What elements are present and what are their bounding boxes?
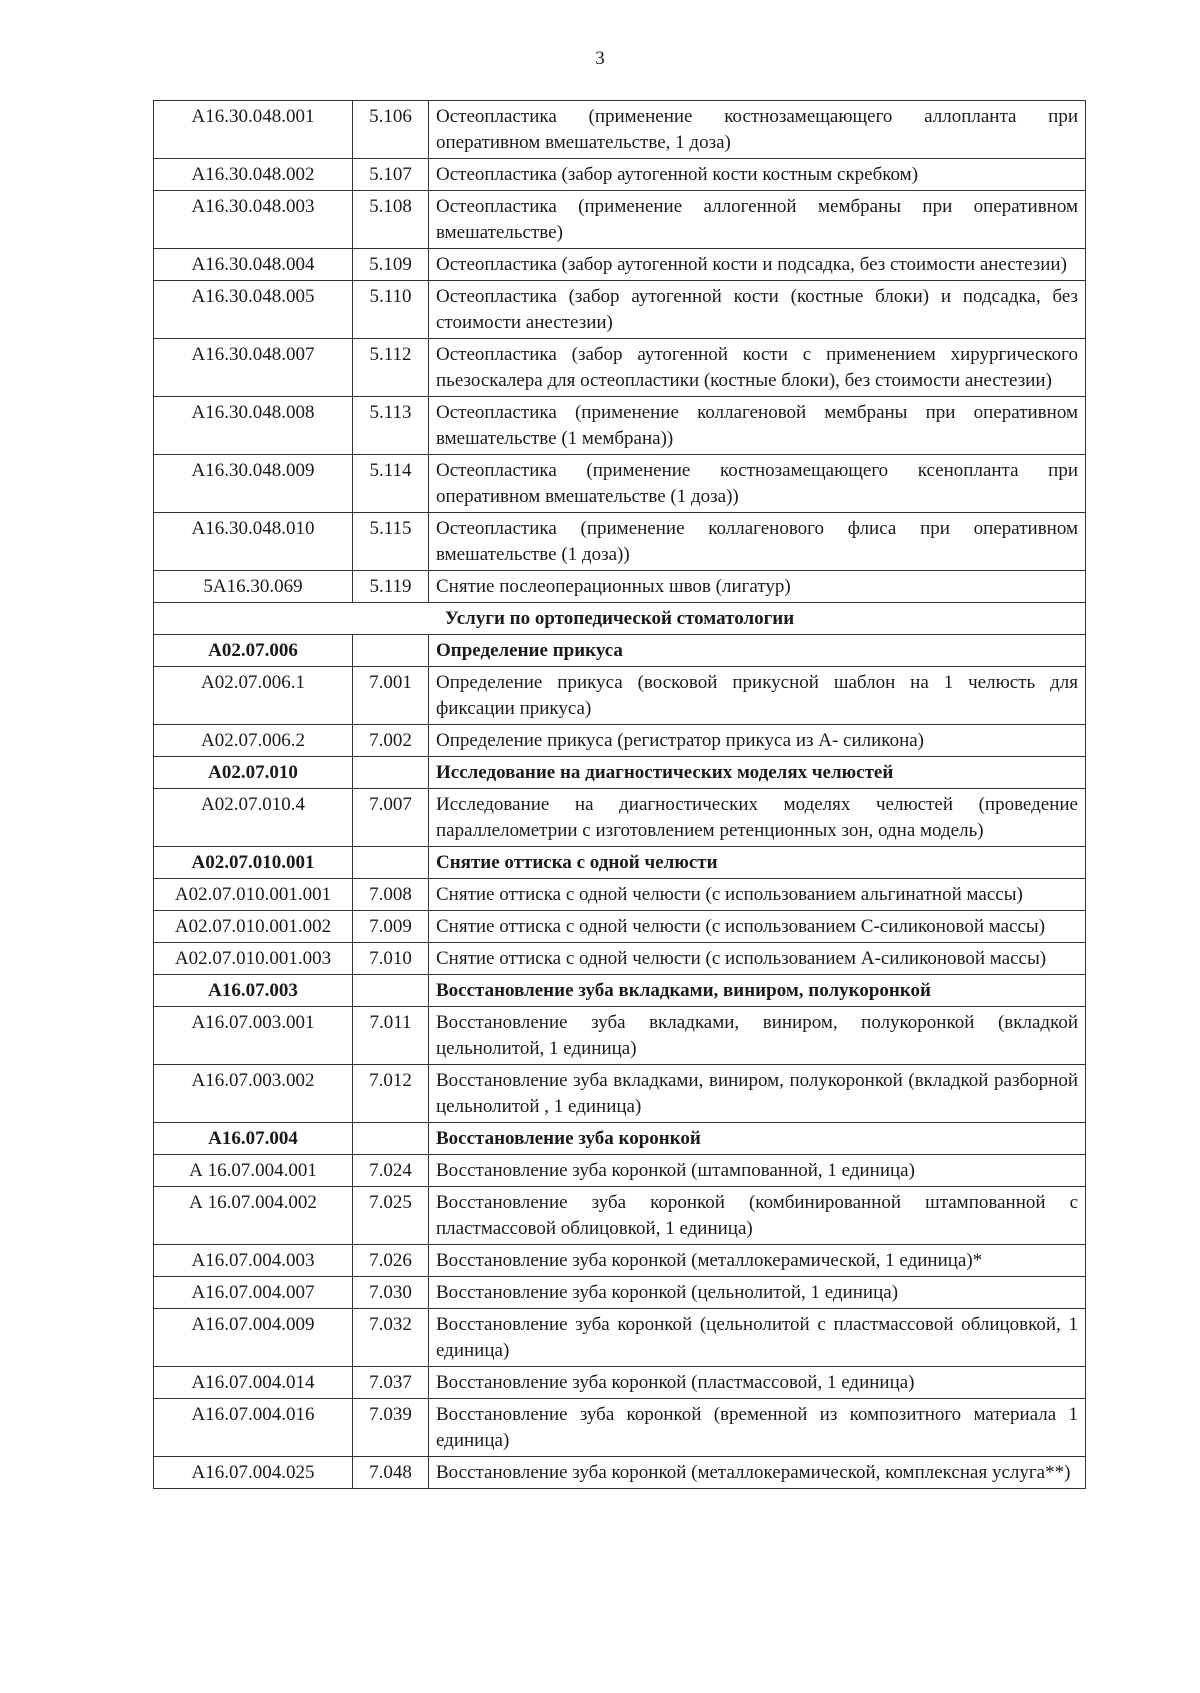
price-number-cell: 5.108	[353, 191, 429, 249]
service-description-cell: Снятие оттиска с одной челюсти (с использованием альгинатной массы)	[429, 879, 1086, 911]
table-row	[154, 101, 1086, 159]
service-code-cell: A16.30.048.007	[154, 339, 353, 397]
table-row	[154, 339, 1086, 397]
table-row	[154, 789, 1086, 847]
table-row	[154, 397, 1086, 455]
group-row	[154, 757, 1086, 789]
table-row	[154, 281, 1086, 339]
price-number-cell: 7.008	[353, 879, 429, 911]
price-number-cell	[353, 757, 429, 789]
service-code-cell: A16.07.004.016	[154, 1399, 353, 1457]
price-number-cell: 5.115	[353, 513, 429, 571]
price-number-cell: 7.037	[353, 1367, 429, 1399]
service-description-cell: Исследование на диагностических моделях челюстей (проведение параллелометрии с изготовлением ретенционных зон, одна модель)	[429, 789, 1086, 847]
price-number-cell: 5.113	[353, 397, 429, 455]
group-row	[154, 975, 1086, 1007]
service-code-cell: A16.07.003	[154, 975, 353, 1007]
service-code-cell: A16.30.048.003	[154, 191, 353, 249]
service-description-cell: Восстановление зуба коронкой (штампованной, 1 единица)	[429, 1155, 1086, 1187]
service-code-cell: A16.30.048.008	[154, 397, 353, 455]
service-code-cell: A16.30.048.004	[154, 249, 353, 281]
service-description-cell: Остеопластика (применение коллагеновой мембраны при оперативном вмешательстве (1 мембрана))	[429, 397, 1086, 455]
service-code-cell: A16.30.048.001	[154, 101, 353, 159]
table-row	[154, 1155, 1086, 1187]
service-code-cell: A16.07.003.001	[154, 1007, 353, 1065]
service-description-cell: Определение прикуса (регистратор прикуса из А- силикона)	[429, 725, 1086, 757]
service-description-cell: Остеопластика (применение аллогенной мембраны при оперативном вмешательстве)	[429, 191, 1086, 249]
service-description-cell: Восстановление зуба коронкой (цельнолитой с пластмассовой облицовкой, 1 единица)	[429, 1309, 1086, 1367]
service-description-cell: Снятие оттиска с одной челюсти	[429, 847, 1086, 879]
service-description-cell: Восстановление зуба вкладками, виниром, полукоронкой (вкладкой разборной цельнолитой , 1 единица)	[429, 1065, 1086, 1123]
service-description-cell: Остеопластика (забор аутогенной кости с применением хирургического пьезоскалера для остеопластики (костные блоки), без стоимости анестезии)	[429, 339, 1086, 397]
price-number-cell: 5.109	[353, 249, 429, 281]
service-code-cell: A02.07.006.1	[154, 667, 353, 725]
price-number-cell: 7.001	[353, 667, 429, 725]
page-number: 3	[595, 48, 605, 69]
price-table	[153, 100, 1086, 1489]
table-row	[154, 911, 1086, 943]
section-title: Услуги по ортопедической стоматологии	[154, 603, 1086, 635]
service-description-cell: Восстановление зуба коронкой (металлокерамической, 1 единица)*	[429, 1245, 1086, 1277]
price-number-cell: 5.110	[353, 281, 429, 339]
price-number-cell	[353, 635, 429, 667]
service-code-cell: A16.07.004.007	[154, 1277, 353, 1309]
service-code-cell: A02.07.010.4	[154, 789, 353, 847]
table-row	[154, 725, 1086, 757]
service-description-cell: Восстановление зуба коронкой	[429, 1123, 1086, 1155]
service-description-cell: Остеопластика (забор аутогенной кости (костные блоки) и подсадка, без стоимости анестезии)	[429, 281, 1086, 339]
price-number-cell: 7.010	[353, 943, 429, 975]
service-code-cell: A02.07.010.001.001	[154, 879, 353, 911]
price-number-cell: 7.007	[353, 789, 429, 847]
table-row	[154, 159, 1086, 191]
service-code-cell: A02.07.010.001.002	[154, 911, 353, 943]
service-code-cell: A02.07.006.2	[154, 725, 353, 757]
service-description-cell: Снятие оттиска с одной челюсти (с использованием А-силиконовой массы)	[429, 943, 1086, 975]
service-description-cell: Определение прикуса	[429, 635, 1086, 667]
service-code-cell: А 16.07.004.001	[154, 1155, 353, 1187]
table-row	[154, 191, 1086, 249]
table-row	[154, 1457, 1086, 1489]
table-row	[154, 1065, 1086, 1123]
service-code-cell: 5A16.30.069	[154, 571, 353, 603]
price-number-cell: 7.024	[353, 1155, 429, 1187]
service-description-cell: Восстановление зуба коронкой (цельнолитой, 1 единица)	[429, 1277, 1086, 1309]
price-number-cell: 7.025	[353, 1187, 429, 1245]
service-description-cell: Снятие послеоперационных швов (лигатур)	[429, 571, 1086, 603]
price-number-cell: 7.030	[353, 1277, 429, 1309]
table-row	[154, 1309, 1086, 1367]
service-code-cell: A16.07.004.025	[154, 1457, 353, 1489]
service-description-cell: Восстановление зуба вкладками, виниром, полукоронкой	[429, 975, 1086, 1007]
table-row	[154, 879, 1086, 911]
price-number-cell: 7.032	[353, 1309, 429, 1367]
service-description-cell: Остеопластика (забор аутогенной кости и подсадка, без стоимости анестезии)	[429, 249, 1086, 281]
service-code-cell: A16.07.004.009	[154, 1309, 353, 1367]
service-code-cell: A02.07.010.001	[154, 847, 353, 879]
price-number-cell: 7.026	[353, 1245, 429, 1277]
price-number-cell	[353, 847, 429, 879]
service-description-cell: Восстановление зуба коронкой (пластмассовой, 1 единица)	[429, 1367, 1086, 1399]
service-description-cell: Исследование на диагностических моделях челюстей	[429, 757, 1086, 789]
service-description-cell: Восстановление зуба коронкой (временной из композитного материала 1 единица)	[429, 1399, 1086, 1457]
service-code-cell: A16.07.004.003	[154, 1245, 353, 1277]
table-row	[154, 1187, 1086, 1245]
price-number-cell: 7.039	[353, 1399, 429, 1457]
service-description-cell: Восстановление зуба вкладками, виниром, полукоронкой (вкладкой цельнолитой, 1 единица)	[429, 1007, 1086, 1065]
price-number-cell: 5.119	[353, 571, 429, 603]
group-row	[154, 847, 1086, 879]
service-description-cell: Восстановление зуба коронкой (металлокерамической, комплексная услуга**)	[429, 1457, 1086, 1489]
price-number-cell	[353, 975, 429, 1007]
price-number-cell: 5.112	[353, 339, 429, 397]
service-code-cell: A16.30.048.009	[154, 455, 353, 513]
price-number-cell: 5.114	[353, 455, 429, 513]
service-code-cell: A02.07.010.001.003	[154, 943, 353, 975]
price-number-cell: 5.106	[353, 101, 429, 159]
service-description-cell: Остеопластика (применение коллагенового флиса при оперативном вмешательстве (1 доза))	[429, 513, 1086, 571]
service-code-cell: A02.07.006	[154, 635, 353, 667]
service-code-cell: A16.07.004	[154, 1123, 353, 1155]
price-number-cell: 7.048	[353, 1457, 429, 1489]
table-row	[154, 249, 1086, 281]
group-row	[154, 1123, 1086, 1155]
service-description-cell: Остеопластика (применение костнозамещающего аллопланта при оперативном вмешательстве, 1 доза)	[429, 101, 1086, 159]
service-description-cell: Определение прикуса (восковой прикусной шаблон на 1 челюсть для фиксации прикуса)	[429, 667, 1086, 725]
price-number-cell: 7.009	[353, 911, 429, 943]
table-row	[154, 1399, 1086, 1457]
service-description-cell: Снятие оттиска с одной челюсти (с использованием С-силиконовой массы)	[429, 911, 1086, 943]
service-description-cell: Остеопластика (забор аутогенной кости костным скребком)	[429, 159, 1086, 191]
service-code-cell: A16.30.048.010	[154, 513, 353, 571]
table-row	[154, 1277, 1086, 1309]
price-number-cell: 7.002	[353, 725, 429, 757]
service-description-cell: Остеопластика (применение костнозамещающего ксенопланта при оперативном вмешательстве (1 доза))	[429, 455, 1086, 513]
service-description-cell: Восстановление зуба коронкой (комбинированной штампованной с пластмассовой облицовкой, 1 единица)	[429, 1187, 1086, 1245]
section-row	[154, 603, 1086, 635]
service-code-cell: A16.07.004.014	[154, 1367, 353, 1399]
service-code-cell: A16.30.048.002	[154, 159, 353, 191]
price-number-cell: 7.012	[353, 1065, 429, 1123]
price-number-cell: 7.011	[353, 1007, 429, 1065]
price-number-cell	[353, 1123, 429, 1155]
table-row	[154, 1245, 1086, 1277]
group-row	[154, 635, 1086, 667]
service-code-cell: A16.07.003.002	[154, 1065, 353, 1123]
table-row	[154, 667, 1086, 725]
table-row	[154, 1367, 1086, 1399]
table-row	[154, 571, 1086, 603]
service-code-cell: A02.07.010	[154, 757, 353, 789]
table-row	[154, 455, 1086, 513]
price-table-body	[154, 101, 1086, 1489]
table-row	[154, 513, 1086, 571]
table-row	[154, 943, 1086, 975]
table-row	[154, 1007, 1086, 1065]
service-code-cell: А 16.07.004.002	[154, 1187, 353, 1245]
service-code-cell: A16.30.048.005	[154, 281, 353, 339]
price-number-cell: 5.107	[353, 159, 429, 191]
